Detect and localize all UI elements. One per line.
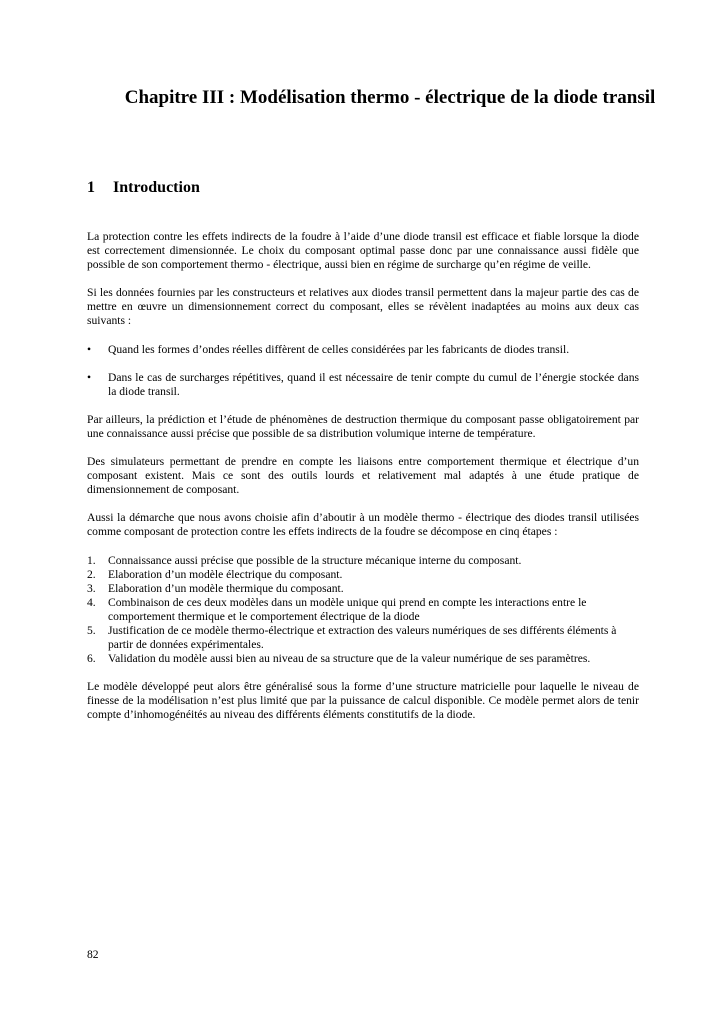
- bullet-item: [87, 371, 639, 399]
- section-number: 1: [87, 179, 95, 196]
- step-item: [87, 554, 639, 568]
- bullet-text: Dans le cas de surcharges répétitives, quand il est nécessaire de tenir compte du cumul de l’énergie stockée dans la diode transil.: [108, 370, 639, 398]
- bullet-marker: •: [87, 370, 92, 384]
- step-text: Connaissance aussi précise que possible de la structure mécanique interne du composant.: [108, 553, 522, 567]
- step-text: Elaboration d’un modèle thermique du composant.: [108, 581, 344, 595]
- step-text: Combinaison de ces deux modèles dans un modèle unique qui prend en compte les interactions entre le comportement thermique et le comportement électrique de la diode: [108, 595, 587, 623]
- step-item: [87, 624, 639, 652]
- chapter-title: Chapitre III : Modélisation thermo - électrique de la diode transil: [124, 87, 656, 108]
- step-item: [87, 596, 639, 624]
- bullet-text: Quand les formes d’ondes réelles diffèrent de celles considérées par les fabricants de diodes transil.: [108, 342, 570, 356]
- step-item: [87, 582, 639, 596]
- section-title: Introduction: [113, 179, 200, 196]
- step-text: Elaboration d’un modèle électrique du composant.: [108, 567, 343, 581]
- bullet-marker: •: [87, 342, 92, 356]
- bullet-item: [87, 343, 639, 357]
- steps-list: [87, 554, 639, 667]
- bullet-list: [87, 343, 639, 399]
- step-text: Validation du modèle aussi bien au niveau de sa structure que de la valeur numérique de ses paramètres.: [108, 652, 591, 666]
- paragraph-6: Le modèle développé peut alors être généralisé sous la forme d’une structure matricielle pour laquelle le niveau de finesse de la modélisation n’est plus limité que par la puissance de calcul disponible. Ce modèle permet alors de tenir compte d’inhomogénéités au niveau des différents éléments constitutifs de la diode.: [87, 680, 639, 722]
- step-text: Justification de ce modèle thermo-électrique et extraction des valeurs numériques de ses différents éléments à partir de données expérimentales.: [108, 623, 617, 652]
- step-number: 2.: [87, 567, 96, 581]
- page-number: 82: [87, 948, 99, 961]
- paragraph-3: Par ailleurs, la prédiction et l’étude de phénomènes de destruction thermique du composant passe obligatoirement par une connaissance aussi précise que possible de sa distribution volumique interne de température.: [87, 412, 639, 440]
- step-number: 4.: [87, 595, 96, 609]
- section-heading: [87, 178, 200, 198]
- body-text: [87, 230, 639, 737]
- step-item: [87, 652, 639, 666]
- step-item: [87, 568, 639, 582]
- paragraph-2: Si les données fournies par les constructeurs et relatives aux diodes transil permettent dans la majeur partie des cas de mettre en œuvre un dimensionnement correct du composant, elles se révèlent inadaptées au moins aux deux cas suivants :: [87, 286, 639, 328]
- step-number: 3.: [87, 581, 96, 595]
- paragraph-4: Des simulateurs permettant de prendre en compte les liaisons entre comportement thermique et électrique d’un composant existent. Mais ce sont des outils lourds et relativement mal adaptés à une étude pratique de dimensionnement de composant.: [87, 455, 639, 497]
- paragraph-1: La protection contre les effets indirects de la foudre à l’aide d’une diode transil est efficace et fiable lorsque la diode est correctement dimensionnée. Le choix du composant optimal passe donc par une connaissance aussi fidèle que possible de son comportement thermo - électrique, aussi bien en régime de surcharge qu’en régime de veille.: [87, 230, 639, 272]
- step-number: 6.: [87, 652, 96, 666]
- paragraph-5: Aussi la démarche que nous avons choisie afin d’aboutir à un modèle thermo - électrique des diodes transil utilisées comme composant de protection contre les effets indirects de la foudre se décompose en cinq étapes :: [87, 511, 639, 539]
- step-number: 5.: [87, 623, 96, 637]
- step-number: 1.: [87, 553, 96, 567]
